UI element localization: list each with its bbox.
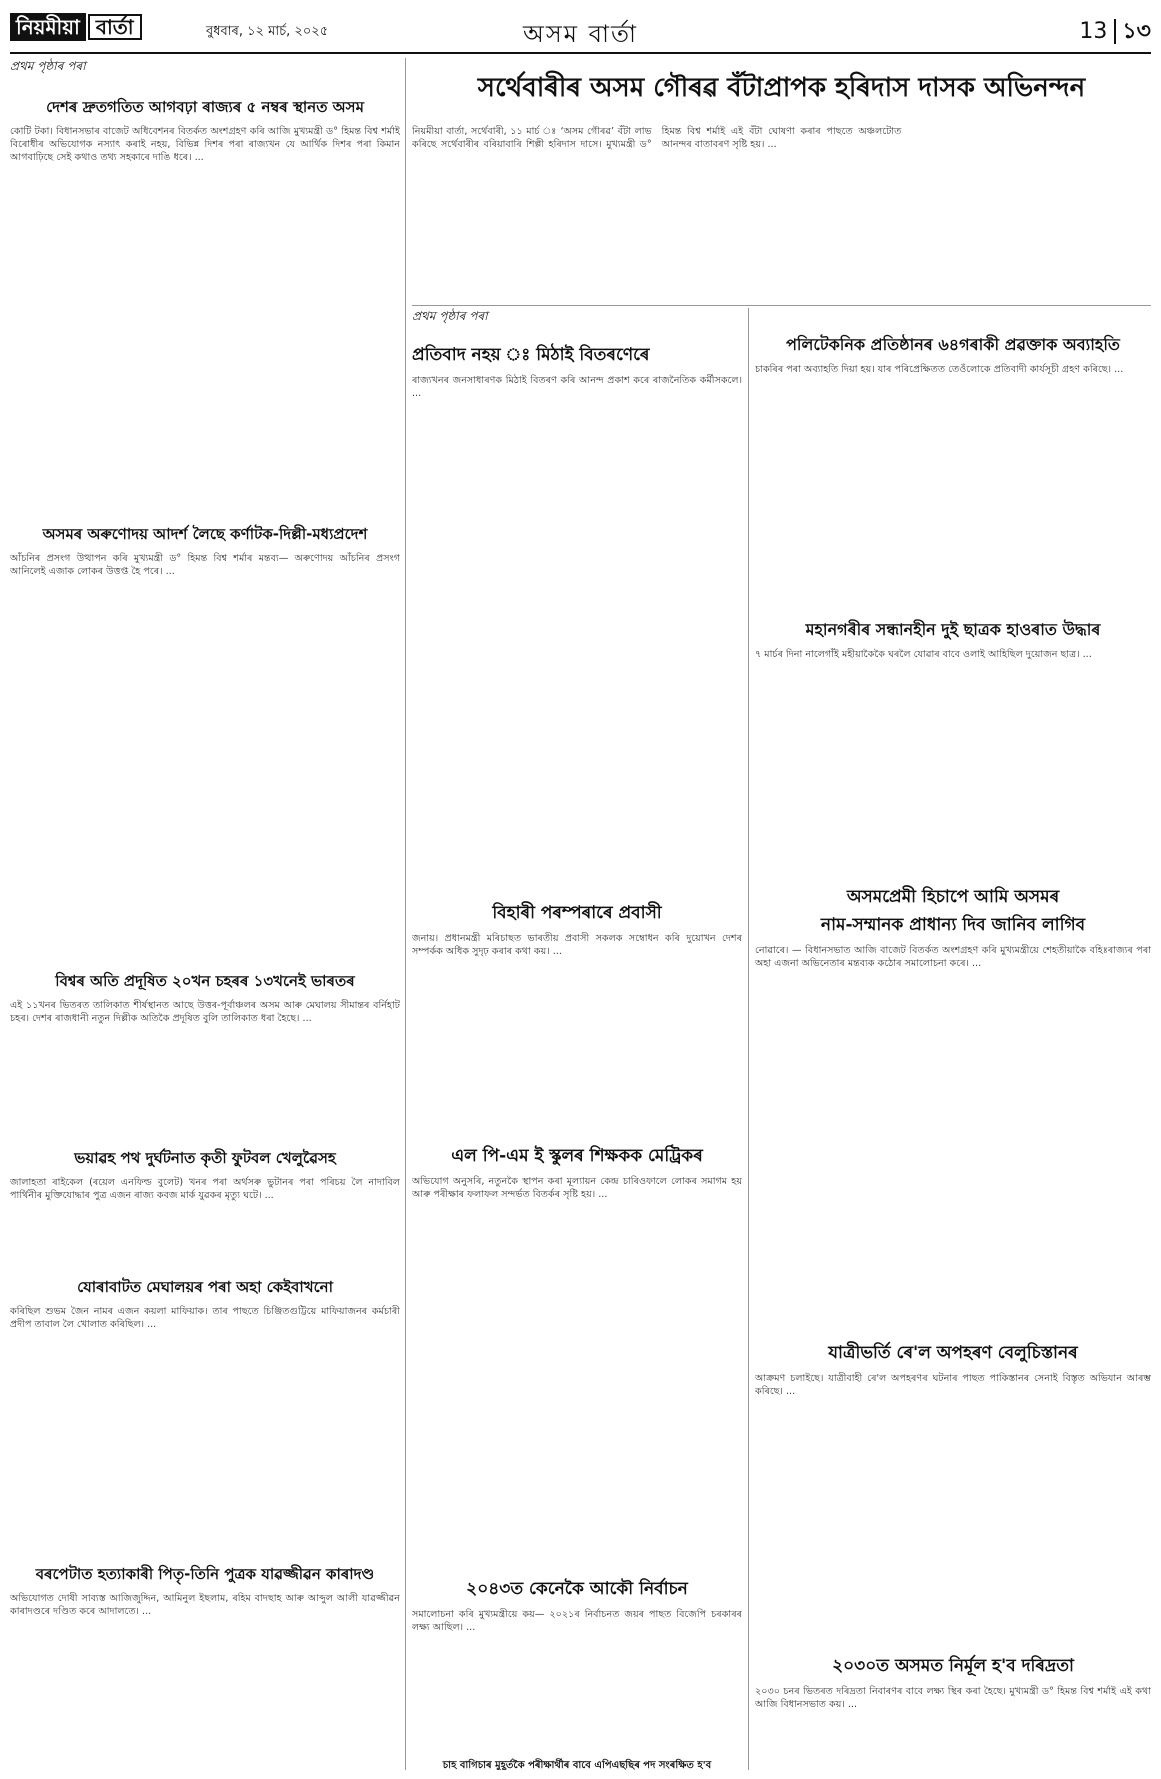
article-4-title: ভয়াৱহ পথ দুৰ্ঘটনাত কৃতী ফুটবল খেলুৱৈসহ [74, 1149, 336, 1167]
article-b2-title: প্ৰতিবাদ নহয় ঃ মিঠাই বিতৰণেৰে [412, 345, 650, 365]
article-1-text: কোটি টকা। বিধানসভাৰ বাজেট অধিবেশনৰ বিতৰ্কত অংশগ্ৰহণ কৰি আজি মুখ্যমন্ত্ৰী ড° হিমন্ত বিশ্ব শৰ্মাই বিৰোধীৰ অভিযোগক নস্যাৎ কৰাই নহয়, বিভিন্ন দিশৰ পৰা ৰাজ্যখন যে আৰ্থিক দিশৰ পৰা কিমান আগবাঢ়িছে সেই কথাও তথ্য সহকাৰে দাঙি ধৰে। ... [10, 126, 400, 163]
article-b4-text: অভিযোগ অনুসৰি, নতুনকৈ স্থাপন কৰা মূল্যায়ন কেন্দ্ৰ চাৰিওফালে লোকৰ সমাগম হয় আৰু পৰীক্ষাৰ ফলাফল সন্দৰ্ভত বিতৰ্কৰ সৃষ্টি হয়। ... [412, 1176, 742, 1200]
article-c4-text: আক্ৰমণ চলাইছে। যাত্ৰীবাহী ৰে'ল অপহৰণৰ ঘটনাৰ পাছত পাকিস্তানৰ সেনাই বিস্তৃত অভিযান আৰম্ভ কৰিছে। ... [755, 1373, 1151, 1397]
article-c5-text: ২০৩০ চনৰ ভিতৰত দৰিদ্ৰতা নিবাৰণৰ বাবে লক্ষ্য স্থিৰ কৰা হৈছে। মুখ্যমন্ত্ৰী ড° হিমন্ত বিশ্ব শৰ্মাই এই কথা আজি বিধানসভাত কয়। ... [755, 1686, 1151, 1710]
article-6-text: অভিযোগত দোষী সাব্যস্ত আজিজুদ্দিন, আমিনুল ইছলাম, ৰহিম বাদছাহ আৰু আব্দুল আলী যাৱজ্জীৱন কাৰাদণ্ডৰে দণ্ডিত কৰে আদালতে। ... [10, 1593, 400, 1617]
article-5-text: কৰিছিল শুভম জৈন নামৰ এজন কয়লা মাফিয়াক। তাৰ পাছতে চিঞ্জিতগুট্টিয়ে মাফিয়াজনৰ কৰ্মচাৰী প্ৰদীপ তাবাল লৈ খোলাত কৰিছিল। ... [10, 1306, 400, 1330]
kicker-first-page: প্ৰথম পৃষ্ঠাৰ পৰা [10, 59, 86, 73]
masthead [10, 8, 1151, 48]
article-b5-body [412, 1608, 742, 1756]
article-c5-body [755, 1685, 1151, 1770]
article-3-body [10, 999, 400, 1139]
column-divider-left [405, 58, 406, 1770]
article-c2-title: মহানগৰীৰ সন্ধানহীন দুই ছাত্ৰক হাওৰাত উদ্ধাৰ [805, 620, 1101, 639]
right-column [755, 308, 1151, 1770]
article-b1-title: সৰ্থেবাৰীৰ অসম গৌৰৱ বঁটাপ্ৰাপক হৰিদাস দাসক অভিনন্দন [477, 73, 1086, 103]
article-b2-text: ৰাজ্যখনৰ জনসাধাৰণক মিঠাই বিতৰণ কৰি আনন্দ প্ৰকাশ কৰে ৰাজনৈতিক কৰ্মীসকলে। ... [412, 375, 742, 399]
article-b2-body [412, 374, 742, 894]
article-b4-body [412, 1175, 742, 1570]
middle-column [412, 308, 742, 1770]
article-b5-note: চাহ বাগিচাৰ মুহূৰ্তকৈ পৰীক্ষাৰ্থীৰ বাবে এপিএছছিৰ পদ সংৰক্ষিত হ'ব [442, 1760, 712, 1770]
article-b1-text: নিয়মীয়া বাৰ্তা, সৰ্থেবাৰী, ১১ মাৰ্চ ঃ ‘অসম গৌৰৱ’ বঁটা লাভ কৰিছে সৰ্থেবাৰীৰ বৰিয়াবাৰি শিল্পী হৰিদাস দাসে। মুখ্যমন্ত্ৰী ড° হিমন্ত বিশ্ব শৰ্মাই এই বঁটা ঘোষণা কৰাৰ পাছতে অঞ্চলটোত আনন্দৰ বাতাবৰণ সৃষ্টি হয়। ... [412, 126, 902, 150]
article-b3-text: জনায়। প্ৰধানমন্ত্ৰী মৰিচাছত ভাৰতীয় প্ৰবাসী সকলক সম্বোধন কৰি দুয়োখন দেশৰ সম্পৰ্কক অধিক সুদৃঢ় কৰাৰ কথা কয়। ... [412, 933, 742, 957]
article-c3-title: অসমপ্ৰেমী হিচাপে আমি অসমৰ [846, 887, 1060, 907]
article-b4-title: এল পি-এম ই স্কুলৰ শিক্ষকক মেট্ৰিকৰ [451, 1146, 703, 1166]
article-2-text: আঁচনিৰ প্ৰসংগ উত্থাপন কৰি মুখ্যমন্ত্ৰী ড° হিমন্ত বিশ্ব শৰ্মাৰ মন্তব্য— অৰুণোদয় আঁচনিৰ প্ৰসংগ আনিলেই এজাক লোকৰ উত্তপ্ত হৈ পৰে। ... [10, 553, 400, 577]
article-b3-title: বিহাৰী পৰম্পৰাৰে প্ৰবাসী [492, 903, 662, 923]
left-column [10, 58, 400, 1770]
article-c2-body [755, 648, 1151, 878]
article-2-title: অসমৰ অৰুণোদয় আদৰ্শ লৈছে কৰ্ণাটক-দিল্লী-মধ্যপ্ৰদেশ [42, 525, 368, 543]
article-c2-text: ৭ মাৰ্চৰ দিনা নালেগাঁই মহীয়াকৈকৈ ঘৰলৈ যোৱাৰ বাবে ওলাই আহিছিল দুয়োজন ছাত্ৰ। ... [755, 649, 1092, 660]
article-4-text: জালাহতা ৰাইকেল (ৰয়েল এনফিল্ড বুলেট) খনৰ পৰা অৰ্থসৰু ভুটানৰ পৰা পৰিচয় লৈ নাদাবিল পাৰ্থিনীৰ মুক্তিযোদ্ধাৰ পুত্ৰ এজন ৰাজ্য কবজ মাৰ্ক যুৱকৰ মৃত্যু ঘটে। ... [10, 1177, 400, 1201]
article-4-body [10, 1176, 400, 1268]
kicker-first-page-2: প্ৰথম পৃষ্ঠাৰ পৰা [412, 309, 488, 323]
article-3-title: বিশ্বৰ অতি প্ৰদূষিত ২০খন চহৰৰ ১৩খনেই ভাৰতৰ [55, 972, 355, 990]
article-c3-body [755, 944, 1151, 1334]
article-5-body [10, 1305, 400, 1555]
article-6-body [10, 1592, 400, 1702]
article-b5-title: ২০৪৩ত কেনেকৈ আকৌ নিৰ্বাচন [466, 1579, 688, 1599]
page-number [1079, 14, 1151, 51]
masthead-rule [10, 52, 1151, 54]
article-c4-body [755, 1372, 1151, 1647]
article-3-text: এই ১১খনৰ ভিতৰত তালিকাত শীৰ্ষস্থানত আছে উত্তৰ-পূৰ্বাঞ্চলৰ অসম আৰু মেঘালয় সীমান্তৰ বৰ্নিহাট চহৰ। দেশৰ ৰাজধানী নতুন দিল্লীক অতিকৈ প্ৰদূষিত বুলি তালিকাত ধৰা হৈছে। ... [10, 1000, 400, 1024]
article-c3-text: নোৱাৰে। — বিধানসভাত আজি বাজেট বিতৰ্কত অংশগ্ৰহণ কৰি মুখ্যমন্ত্ৰীয়ে শেহতীয়াকৈ বহিঃৰাজ্যৰ পৰা অহা এজনা অভিনেতাৰ মন্তব্যক কঠোৰ সমালোচনা কৰে। ... [755, 945, 1151, 969]
page-number-assamese: ১৩ [1114, 19, 1151, 44]
article-c1-text: চাকৰিৰ পৰা অব্যাহতি দিয়া হয়। যাৰ পৰিপ্ৰেক্ষিতত তেওঁলোকে প্ৰতিবাদী কাৰ্যসূচী গ্ৰহণ কৰিছে। ... [755, 364, 1124, 375]
haridas-headline-box [412, 68, 1151, 120]
article-1-title: দেশৰ দ্ৰুতগতিত আগবঢ়া ৰাজ্যৰ ৫ নম্বৰ স্থানত অসম [46, 98, 364, 116]
article-c4-title: যাত্ৰীভৰ্তি ৰে'ল অপহৰণ বেলুচিস্তানৰ [828, 1343, 1078, 1363]
article-b5-text: সমালোচনা কৰি মুখ্যমন্ত্ৰীয়ে কয়— ২০২১ৰ নিৰ্বাচনত জয়ৰ পাছত বিজেপি চৰকাৰৰ লক্ষ্য আছিল। ... [412, 1609, 742, 1633]
article-6-title: বৰপেটাত হত্যাকাৰী পিতৃ-তিনি পুত্ৰক যাৱজ্জীৱন কাৰাদণ্ড [35, 1565, 375, 1583]
issue-date: বুধবাৰ, ১২ মাৰ্চ, ২০২৫ [206, 24, 329, 39]
article-c3-subtitle: নাম-সম্মানক প্ৰাধান্য দিব জানিব লাগিব [820, 915, 1086, 935]
article-b1-body [412, 125, 1151, 300]
page-number-latin: 13 [1079, 19, 1108, 44]
article-c5-title: ২০৩০ত অসমত নিৰ্মূল হ'ব দৰিদ্ৰতা [832, 1656, 1074, 1676]
divider-b1 [412, 305, 1151, 306]
article-c1-body [755, 363, 1151, 611]
article-b3-body [412, 932, 742, 1137]
section-title: অসম বাৰ্তা [523, 20, 638, 48]
logo-part-1: নিয়মীয়া [10, 13, 86, 41]
article-2-body [10, 552, 400, 962]
column-divider-right [748, 308, 749, 1770]
logo-part-2: বার্তা [88, 14, 142, 40]
article-c1-title: পলিটেকনিক প্ৰতিষ্ঠানৰ ৬৪গৰাকী প্ৰৱক্তাক অব্যাহতি [786, 335, 1120, 354]
article-1-body [10, 125, 400, 515]
article-5-title: যোৰাবাটত মেঘালয়ৰ পৰা অহা কেইবাখনো [77, 1278, 333, 1296]
